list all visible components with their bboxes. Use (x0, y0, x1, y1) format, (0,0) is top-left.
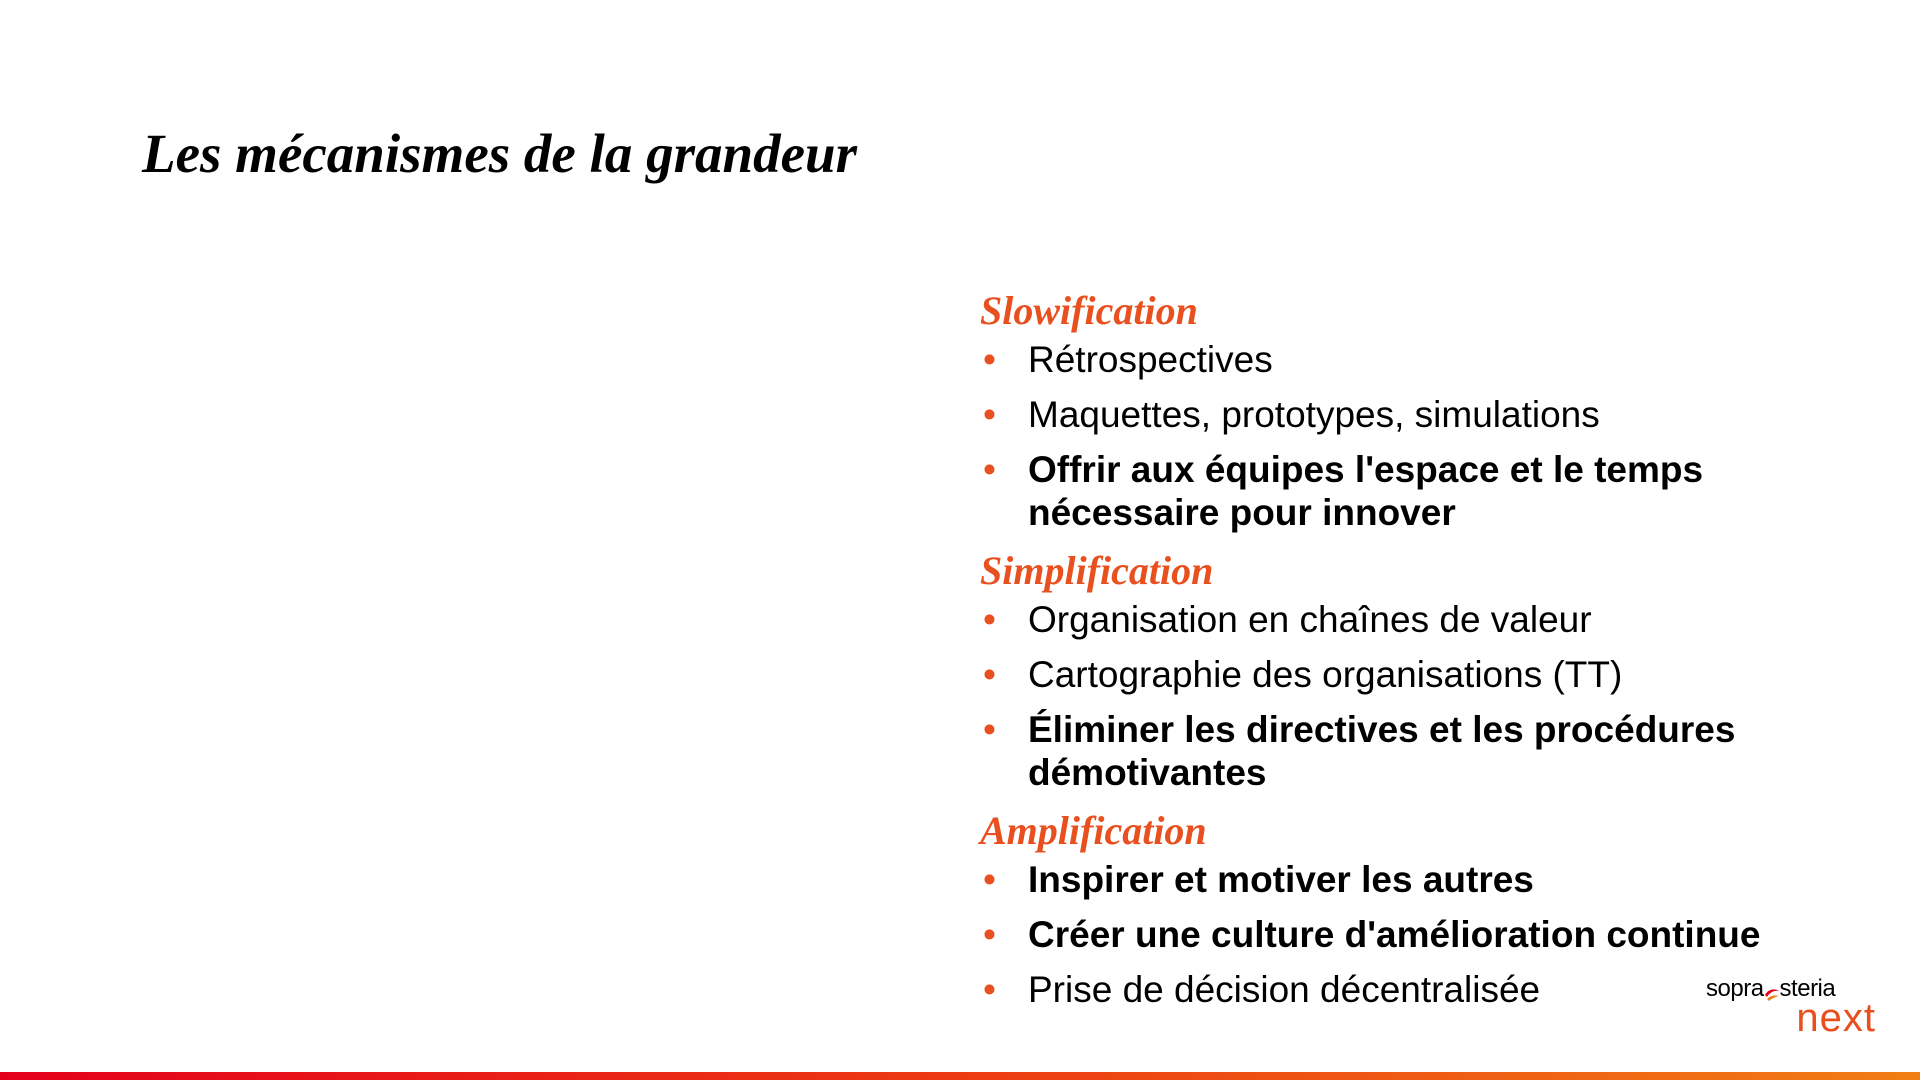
list-item (980, 338, 1840, 381)
section-heading: Slowification (980, 288, 1198, 333)
list-item-text: Inspirer et motiver les autres (1028, 859, 1534, 900)
list-item-text: Rétrospectives (1028, 339, 1273, 380)
list-item-text: Organisation en chaînes de valeur (1028, 599, 1592, 640)
section-heading: Amplification (980, 808, 1207, 853)
page-title: Les mécanismes de la grandeur (142, 123, 857, 184)
sopra-steria-swoosh-icon (1764, 982, 1780, 998)
section-simplification (980, 546, 1840, 794)
list-item (980, 913, 1840, 956)
list-item-text: Éliminer les directives et les procédures démotivantes (1028, 709, 1736, 793)
bullet-icon: • (983, 914, 996, 955)
sopra-steria-next-logo (1706, 975, 1876, 1040)
list-item-text: Maquettes, prototypes, simulations (1028, 394, 1600, 435)
bullet-icon: • (983, 394, 996, 435)
list-item (980, 858, 1840, 901)
section-slowification (980, 286, 1840, 534)
bullet-icon: • (983, 599, 996, 640)
list-item-text: Offrir aux équipes l'espace et le temps nécessaire pour innover (1028, 449, 1704, 533)
logo-steria-text: steria (1779, 975, 1836, 1002)
list-item-text: Cartographie des organisations (TT) (1028, 654, 1623, 695)
list-item-text: Créer une culture d'amélioration continue (1028, 914, 1761, 955)
list-item (980, 448, 1840, 534)
list-item (980, 598, 1840, 641)
logo-sopra-text: sopra (1706, 975, 1764, 1002)
mechanisms-content (980, 286, 1840, 1023)
list-item (980, 708, 1840, 794)
list-item-text: Prise de décision décentralisée (1028, 969, 1541, 1010)
bullet-icon: • (983, 339, 996, 380)
list-item (980, 653, 1840, 696)
bullet-list (980, 338, 1840, 534)
logo-next-text: next (1796, 996, 1876, 1040)
bullet-icon: • (983, 709, 996, 750)
list-item (980, 393, 1840, 436)
section-heading: Simplification (980, 548, 1214, 593)
bottom-accent-bar (0, 1072, 1920, 1080)
bullet-icon: • (983, 449, 996, 490)
bullet-icon: • (983, 859, 996, 900)
bullet-icon: • (983, 969, 996, 1010)
bullet-list (980, 598, 1840, 794)
bullet-icon: • (983, 654, 996, 695)
